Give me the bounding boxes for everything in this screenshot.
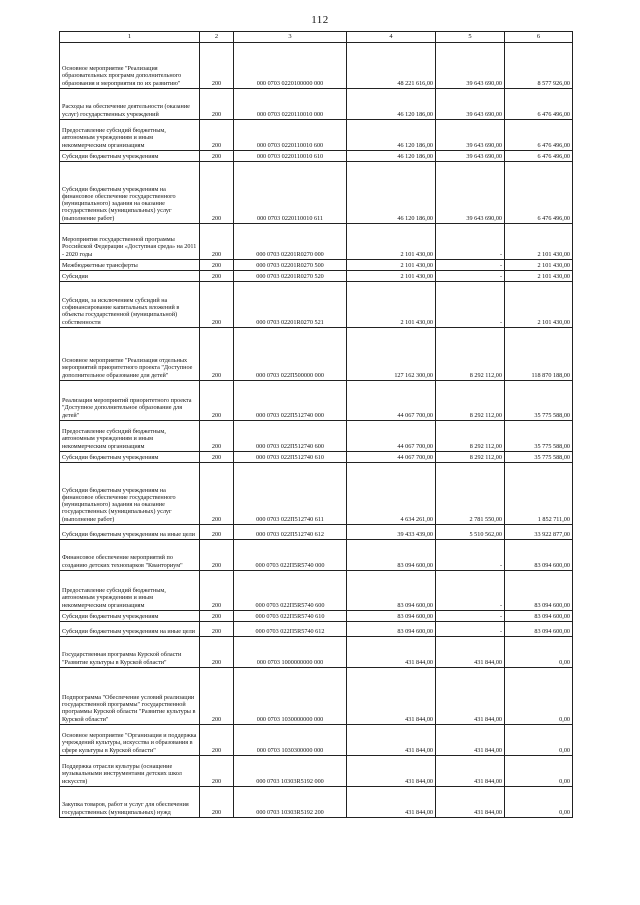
row-value-col5: 2 781 550,00: [436, 463, 505, 525]
row-value-col5: -: [436, 282, 505, 328]
row-value-col6: 33 922 877,00: [505, 525, 573, 540]
row-value-col4: 83 094 600,00: [347, 571, 436, 611]
row-value-col4: 48 221 616,00: [347, 43, 436, 89]
row-value-col4: 46 120 186,00: [347, 151, 436, 162]
column-number: 5: [436, 32, 505, 43]
row-value-col5: 431 844,00: [436, 756, 505, 787]
row-value-col6: 118 870 188,00: [505, 328, 573, 381]
row-classification: 000 0703 022П512740 611: [234, 463, 347, 525]
row-name: Финансовое обеспечение мероприятий по созданию детских технопарков "Кванториум": [60, 540, 200, 571]
row-code: 200: [200, 271, 234, 282]
row-classification: 000 0703 022П5R5740 000: [234, 540, 347, 571]
row-code: 200: [200, 611, 234, 622]
column-number: 1: [60, 32, 200, 43]
table-row: [60, 622, 573, 637]
row-name: Реализация мероприятий приоритетного проекта "Доступное дополнительное образование для детей": [60, 381, 200, 421]
row-value-col6: 35 775 588,00: [505, 381, 573, 421]
row-classification: 000 0703 02201R0270 000: [234, 224, 347, 260]
column-number: 6: [505, 32, 573, 43]
row-value-col5: 39 643 690,00: [436, 43, 505, 89]
row-name: Государственная программа Курской области "Развитие культуры в Курской области": [60, 637, 200, 668]
row-value-col4: 83 094 600,00: [347, 622, 436, 637]
table-row: [60, 725, 573, 756]
row-code: 200: [200, 89, 234, 120]
row-value-col4: 46 120 186,00: [347, 162, 436, 224]
row-value-col5: 431 844,00: [436, 787, 505, 818]
row-value-col6: 0,00: [505, 756, 573, 787]
row-value-col4: 431 844,00: [347, 787, 436, 818]
row-value-col4: 46 120 186,00: [347, 89, 436, 120]
row-value-col5: 5 510 562,00: [436, 525, 505, 540]
row-value-col4: 44 067 700,00: [347, 421, 436, 452]
row-code: 200: [200, 668, 234, 725]
page-number: 112: [311, 14, 329, 26]
row-value-col6: 35 775 588,00: [505, 421, 573, 452]
table-row: [60, 540, 573, 571]
row-value-col6: 83 094 600,00: [505, 622, 573, 637]
table-row: [60, 611, 573, 622]
row-value-col4: 83 094 600,00: [347, 611, 436, 622]
row-value-col6: 6 476 496,00: [505, 162, 573, 224]
table-row: [60, 89, 573, 120]
table-row: [60, 668, 573, 725]
table-row: [60, 525, 573, 540]
row-code: 200: [200, 151, 234, 162]
row-classification: 000 0703 1030300000 000: [234, 725, 347, 756]
row-value-col5: -: [436, 224, 505, 260]
row-value-col4: 4 634 261,00: [347, 463, 436, 525]
column-number: 2: [200, 32, 234, 43]
row-classification: 000 0703 0220110010 610: [234, 151, 347, 162]
table-row: [60, 271, 573, 282]
table-row: [60, 151, 573, 162]
row-classification: 000 0703 022П5R5740 610: [234, 611, 347, 622]
row-name: Расходы на обеспечение деятельности (оказание услуг) государственных учреждений: [60, 89, 200, 120]
row-classification: 000 0703 02201R0270 520: [234, 271, 347, 282]
table-row: [60, 637, 573, 668]
row-classification: 000 0703 0220110010 611: [234, 162, 347, 224]
row-code: 200: [200, 540, 234, 571]
row-value-col6: 83 094 600,00: [505, 611, 573, 622]
table-row: [60, 224, 573, 260]
row-value-col4: 431 844,00: [347, 756, 436, 787]
row-code: 200: [200, 525, 234, 540]
row-value-col5: -: [436, 260, 505, 271]
row-code: 200: [200, 637, 234, 668]
table-row: [60, 421, 573, 452]
row-value-col5: -: [436, 622, 505, 637]
row-value-col6: 83 094 600,00: [505, 571, 573, 611]
row-code: 200: [200, 787, 234, 818]
row-code: 200: [200, 282, 234, 328]
row-value-col6: 6 476 496,00: [505, 120, 573, 151]
row-value-col6: 6 476 496,00: [505, 89, 573, 120]
table-row: [60, 328, 573, 381]
row-name: Субсидии бюджетным учреждениям: [60, 151, 200, 162]
row-value-col5: 8 292 112,00: [436, 328, 505, 381]
row-code: 200: [200, 756, 234, 787]
row-value-col4: 83 094 600,00: [347, 540, 436, 571]
row-name: Межбюджетные трансферты: [60, 260, 200, 271]
row-classification: 000 0703 10303R5192 000: [234, 756, 347, 787]
row-name: Закупка товаров, работ и услуг для обеспечения государственных (муниципальных) нужд: [60, 787, 200, 818]
row-value-col4: 44 067 700,00: [347, 452, 436, 463]
row-name: Основное мероприятие "Реализация образовательных программ дополнительного образования и мероприятия по их развитию": [60, 43, 200, 89]
row-value-col6: 0,00: [505, 668, 573, 725]
table-row: [60, 787, 573, 818]
row-name: Мероприятия государственной программы Российской Федерации «Доступная среда» на 2011 - 2020 годы: [60, 224, 200, 260]
row-value-col5: -: [436, 540, 505, 571]
row-name: Поддержка отрасли культуры (оснащение музыкальными инструментами детских школ искусств): [60, 756, 200, 787]
row-code: 200: [200, 463, 234, 525]
row-classification: 000 0703 022П512740 000: [234, 381, 347, 421]
column-number-row: [60, 32, 573, 43]
row-value-col6: 83 094 600,00: [505, 540, 573, 571]
row-value-col4: 39 433 439,00: [347, 525, 436, 540]
row-value-col6: 8 577 926,00: [505, 43, 573, 89]
row-value-col4: 2 101 430,00: [347, 282, 436, 328]
row-code: 200: [200, 622, 234, 637]
row-name: Предоставление субсидий бюджетным, автономным учреждениям и иным некоммерческим организациям: [60, 421, 200, 452]
row-name: Субсидии бюджетным учреждениям: [60, 611, 200, 622]
table-row: [60, 162, 573, 224]
row-classification: 000 0703 0220110010 000: [234, 89, 347, 120]
column-number: 4: [347, 32, 436, 43]
row-value-col5: 39 643 690,00: [436, 89, 505, 120]
row-code: 200: [200, 571, 234, 611]
row-code: 200: [200, 120, 234, 151]
row-value-col6: 2 101 430,00: [505, 282, 573, 328]
row-value-col5: 431 844,00: [436, 668, 505, 725]
row-name: Подпрограмма "Обеспечение условий реализации государственной программы" государственной программы Курской области "Развитие культуры в Курской области": [60, 668, 200, 725]
row-value-col5: 431 844,00: [436, 637, 505, 668]
row-value-col4: 44 067 700,00: [347, 381, 436, 421]
row-value-col4: 431 844,00: [347, 637, 436, 668]
row-name: Основное мероприятие "Организация и поддержка учреждений культуры, искусства и образования в сфере культуры в Курской области": [60, 725, 200, 756]
row-value-col6: 2 101 430,00: [505, 260, 573, 271]
row-name: Субсидии, за исключением субсидий на софинансирование капитальных вложений в объекты государственной (муниципальной) собственности: [60, 282, 200, 328]
row-value-col5: -: [436, 271, 505, 282]
table-row: [60, 282, 573, 328]
budget-table: [59, 31, 573, 818]
table-row: [60, 120, 573, 151]
row-value-col4: 431 844,00: [347, 668, 436, 725]
row-classification: 000 0703 022П5R5740 612: [234, 622, 347, 637]
row-value-col6: 35 775 588,00: [505, 452, 573, 463]
row-value-col6: 1 852 711,00: [505, 463, 573, 525]
row-name: Субсидии бюджетным учреждениям на финансовое обеспечение государственного (муниципального) задания на оказание государственных (муниципальных) услуг (выполнение работ): [60, 463, 200, 525]
row-code: 200: [200, 260, 234, 271]
row-classification: 000 0703 022П512740 600: [234, 421, 347, 452]
table-row: [60, 381, 573, 421]
table-row: [60, 452, 573, 463]
row-classification: 000 0703 1030000000 000: [234, 668, 347, 725]
row-code: 200: [200, 328, 234, 381]
row-value-col4: 46 120 186,00: [347, 120, 436, 151]
row-value-col6: 6 476 496,00: [505, 151, 573, 162]
table-row: [60, 260, 573, 271]
row-value-col5: 39 643 690,00: [436, 151, 505, 162]
row-code: 200: [200, 43, 234, 89]
row-value-col6: 0,00: [505, 637, 573, 668]
row-classification: 000 0703 0220110010 600: [234, 120, 347, 151]
row-value-col5: 39 643 690,00: [436, 162, 505, 224]
row-name: Субсидии бюджетным учреждениям на иные цели: [60, 525, 200, 540]
row-value-col6: 2 101 430,00: [505, 224, 573, 260]
row-value-col5: -: [436, 571, 505, 611]
row-code: 200: [200, 381, 234, 421]
row-name: Предоставление субсидий бюджетным, автономным учреждениям и иным некоммерческим организациям: [60, 571, 200, 611]
row-code: 200: [200, 224, 234, 260]
row-value-col4: 2 101 430,00: [347, 224, 436, 260]
row-classification: 000 0703 022П500000 000: [234, 328, 347, 381]
row-classification: 000 0703 1000000000 000: [234, 637, 347, 668]
column-number: 3: [234, 32, 347, 43]
row-value-col4: 2 101 430,00: [347, 271, 436, 282]
row-value-col4: 127 162 300,00: [347, 328, 436, 381]
row-code: 200: [200, 725, 234, 756]
row-classification: 000 0703 022П5R5740 600: [234, 571, 347, 611]
table-row: [60, 571, 573, 611]
row-value-col5: 8 292 112,00: [436, 421, 505, 452]
row-name: Основное мероприятие "Реализация отдельных мероприятий приоритетного проекта "Доступное дополнительное образование для детей": [60, 328, 200, 381]
table-row: [60, 463, 573, 525]
row-code: 200: [200, 452, 234, 463]
table-row: [60, 756, 573, 787]
row-name: Субсидии: [60, 271, 200, 282]
row-value-col5: 8 292 112,00: [436, 452, 505, 463]
row-value-col5: 8 292 112,00: [436, 381, 505, 421]
row-value-col6: 0,00: [505, 725, 573, 756]
row-classification: 000 0703 022П512740 612: [234, 525, 347, 540]
row-code: 200: [200, 421, 234, 452]
row-name: Субсидии бюджетным учреждениям на финансовое обеспечение государственного (муниципального) задания на оказание государственных (муниципальных) услуг (выполнение работ): [60, 162, 200, 224]
row-code: 200: [200, 162, 234, 224]
row-classification: 000 0703 0220100000 000: [234, 43, 347, 89]
row-name: Предоставление субсидий бюджетным, автономным учреждениям и иным некоммерческим организациям: [60, 120, 200, 151]
table-row: [60, 43, 573, 89]
row-name: Субсидии бюджетным учреждениям: [60, 452, 200, 463]
row-classification: 000 0703 02201R0270 521: [234, 282, 347, 328]
row-value-col6: 0,00: [505, 787, 573, 818]
row-name: Субсидии бюджетным учреждениям на иные цели: [60, 622, 200, 637]
row-classification: 000 0703 022П512740 610: [234, 452, 347, 463]
row-value-col4: 431 844,00: [347, 725, 436, 756]
row-value-col5: 431 844,00: [436, 725, 505, 756]
row-value-col5: 39 643 690,00: [436, 120, 505, 151]
row-value-col4: 2 101 430,00: [347, 260, 436, 271]
row-classification: 000 0703 02201R0270 500: [234, 260, 347, 271]
row-value-col5: -: [436, 611, 505, 622]
row-classification: 000 0703 10303R5192 200: [234, 787, 347, 818]
row-value-col6: 2 101 430,00: [505, 271, 573, 282]
